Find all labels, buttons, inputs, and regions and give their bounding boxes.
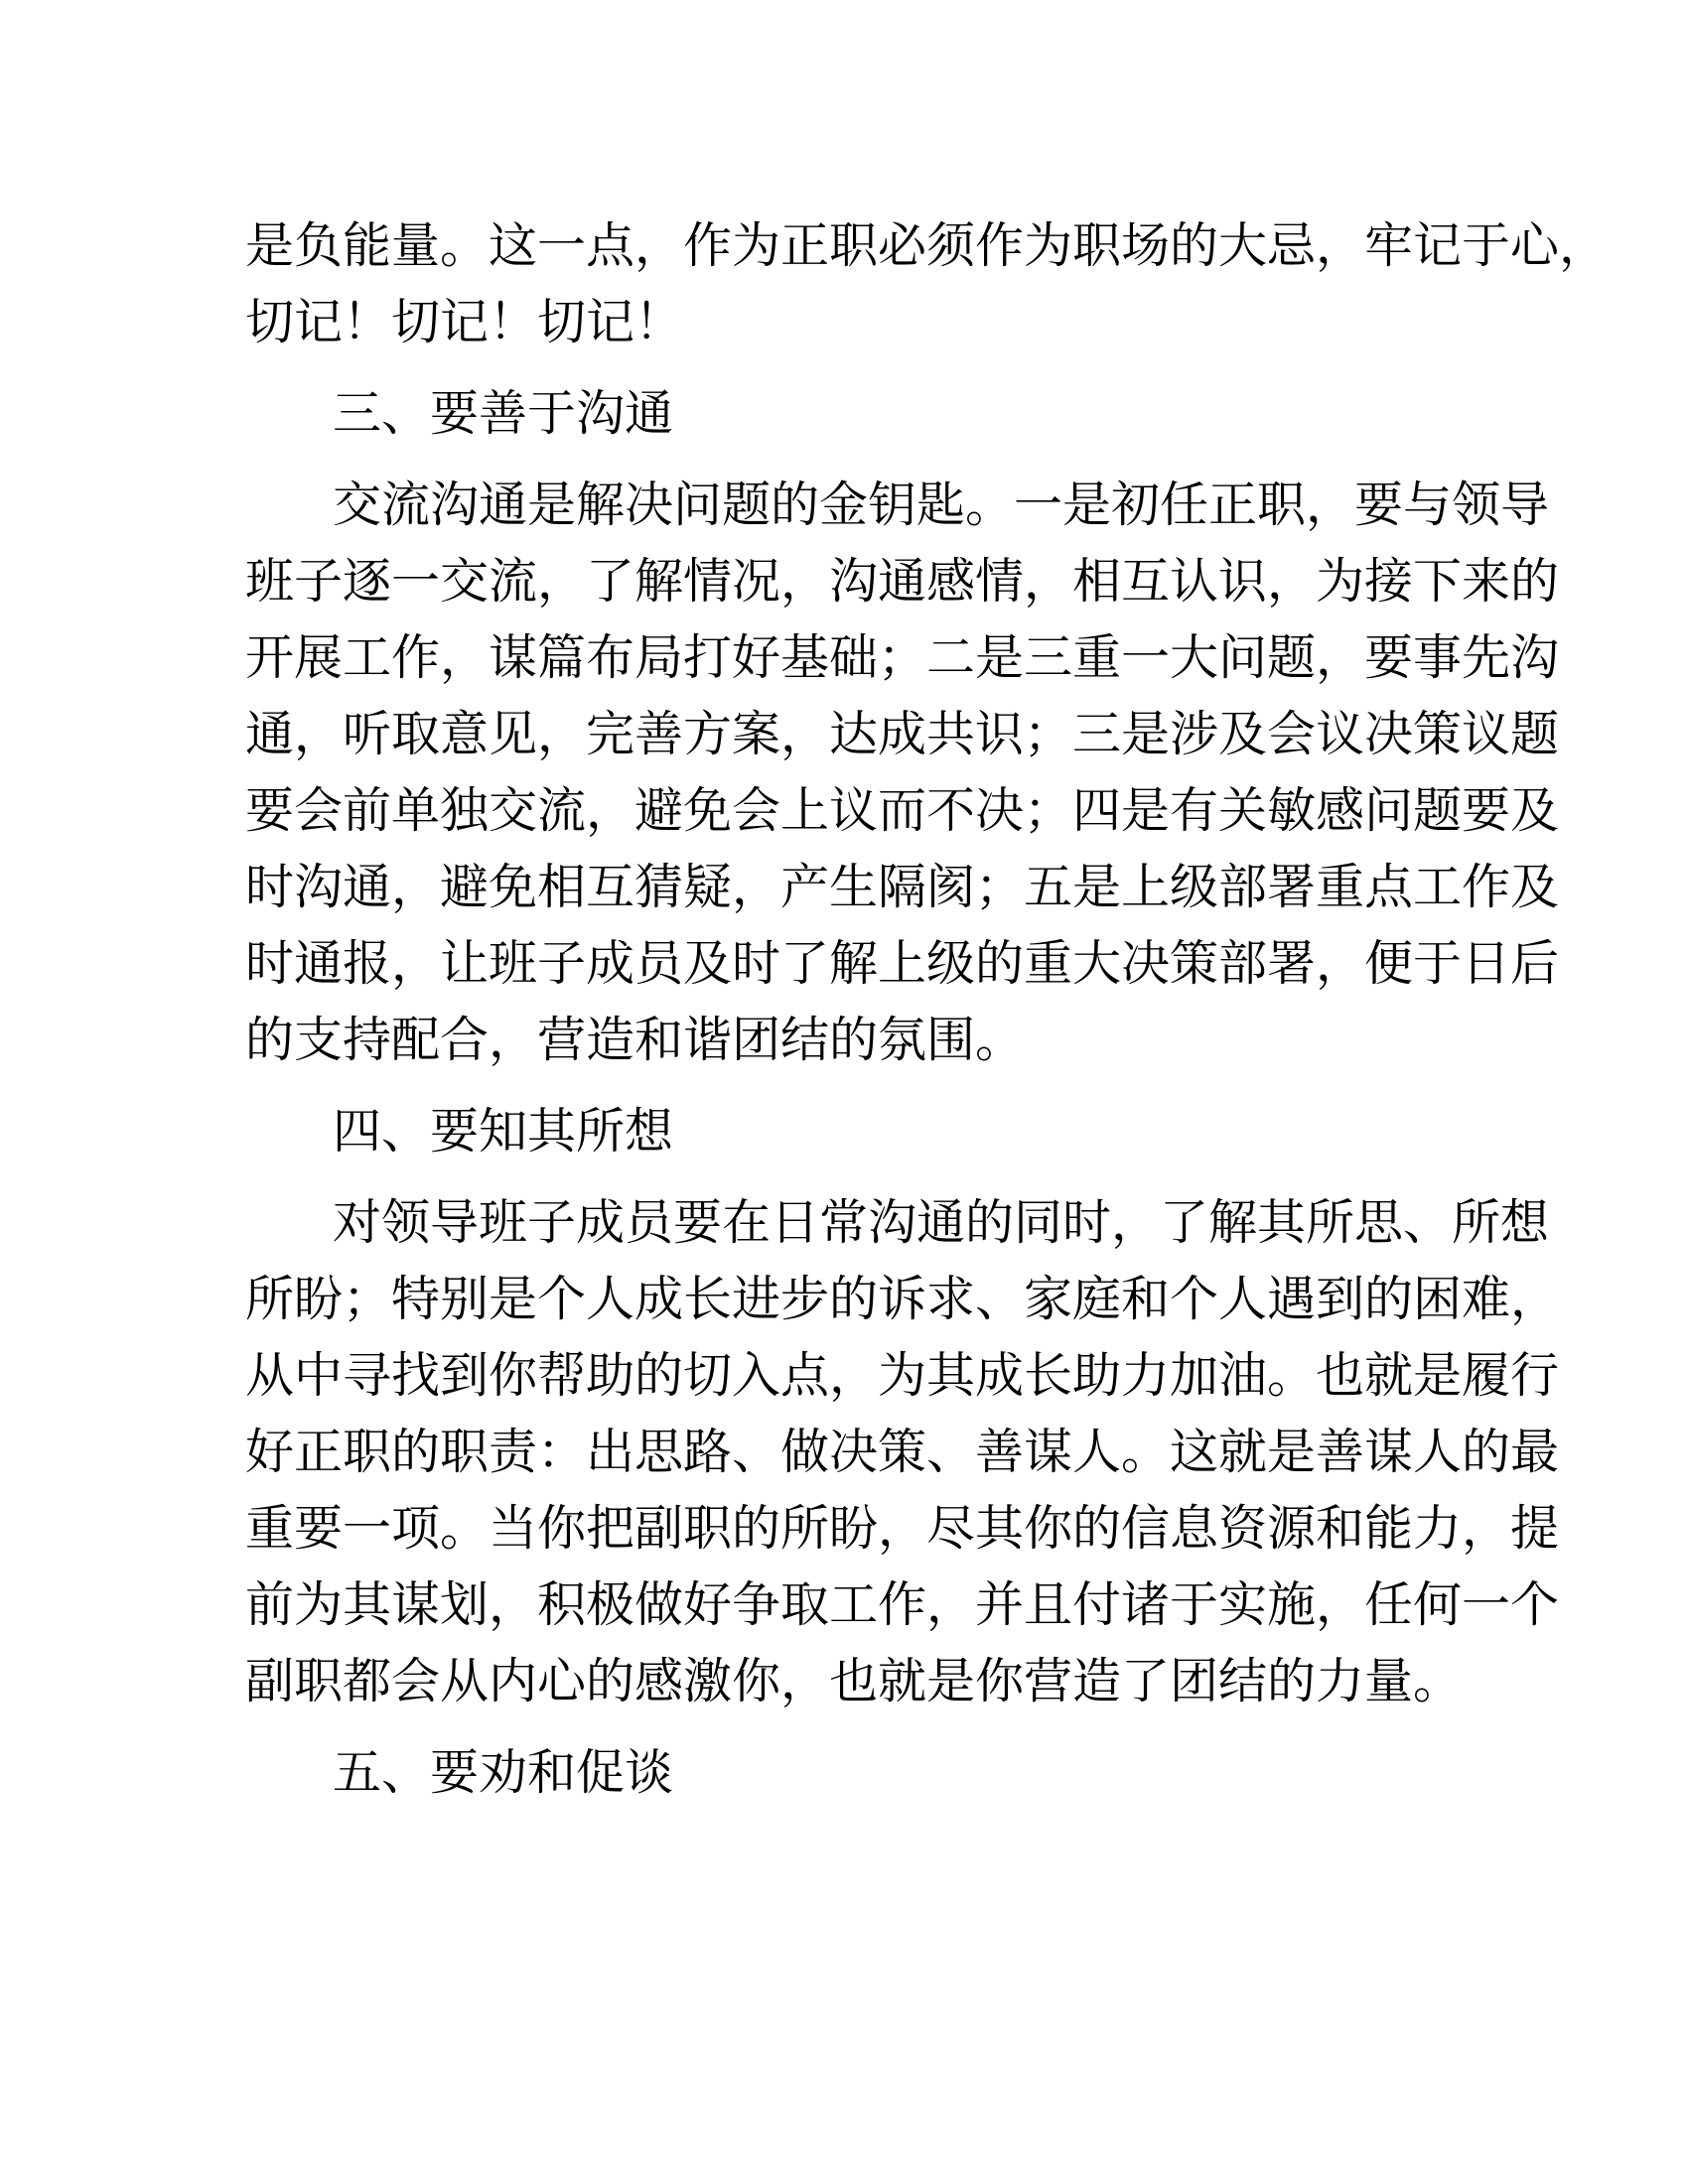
section-heading <box>245 1734 1457 1811</box>
text-line: 四、要知其所想 <box>333 1103 674 1160</box>
text-line: 要会前单独交流，避免会上议而不决；四是有关敏感问题要及 <box>245 782 1560 839</box>
section-heading <box>245 1093 1457 1169</box>
text-line: 副职都会从内心的感激你，也就是你营造了团结的力量。 <box>245 1653 1463 1709</box>
paragraph <box>245 207 1609 360</box>
paragraph <box>245 467 1560 1078</box>
text-line: 交流沟通是解决问题的金钥匙。一是初任正职，要与领导 <box>333 477 1550 533</box>
text-line: 班子逐一交流，了解情况，沟通感情，相互认识，为接下来的 <box>245 553 1560 610</box>
section-heading <box>245 375 1457 452</box>
text-line: 前为其谋划，积极做好争取工作，并且付诸于实施，任何一个 <box>245 1576 1560 1633</box>
text-line: 三、要善于沟通 <box>333 385 674 442</box>
text-line: 好正职的职责：出思路、做决策、善谋人。这就是善谋人的最 <box>245 1424 1560 1480</box>
text-line: 时沟通，避免相互猜疑，产生隔阂；五是上级部署重点工作及 <box>245 859 1560 915</box>
paragraph <box>245 1184 1560 1719</box>
text-line: 对领导班子成员要在日常沟通的同时，了解其所思、所想 <box>333 1194 1550 1251</box>
text-line: 所盼；特别是个人成长进步的诉求、家庭和个人遇到的困难， <box>245 1271 1560 1327</box>
text-line: 的支持配合，营造和谐团结的氛围。 <box>245 1012 1025 1068</box>
text-line: 时通报，让班子成员及时了解上级的重大决策部署，便于日后 <box>245 935 1560 992</box>
text-line: 切记！切记！切记！ <box>245 294 684 350</box>
text-line: 五、要劝和促谈 <box>333 1744 674 1801</box>
text-line: 是负能量。这一点，作为正职必须作为职场的大忌，牢记于心， <box>245 217 1609 274</box>
text-line: 从中寻找到你帮助的切入点，为其成长助力加油。也就是履行 <box>245 1347 1560 1404</box>
document-page <box>245 207 1609 1811</box>
text-line: 重要一项。当你把副职的所盼，尽其你的信息资源和能力，提 <box>245 1500 1560 1557</box>
text-line: 开展工作，谋篇布局打好基础；二是三重一大问题，要事先沟 <box>245 629 1560 686</box>
text-line: 通，听取意见，完善方案，达成共识；三是涉及会议决策议题 <box>245 706 1560 762</box>
